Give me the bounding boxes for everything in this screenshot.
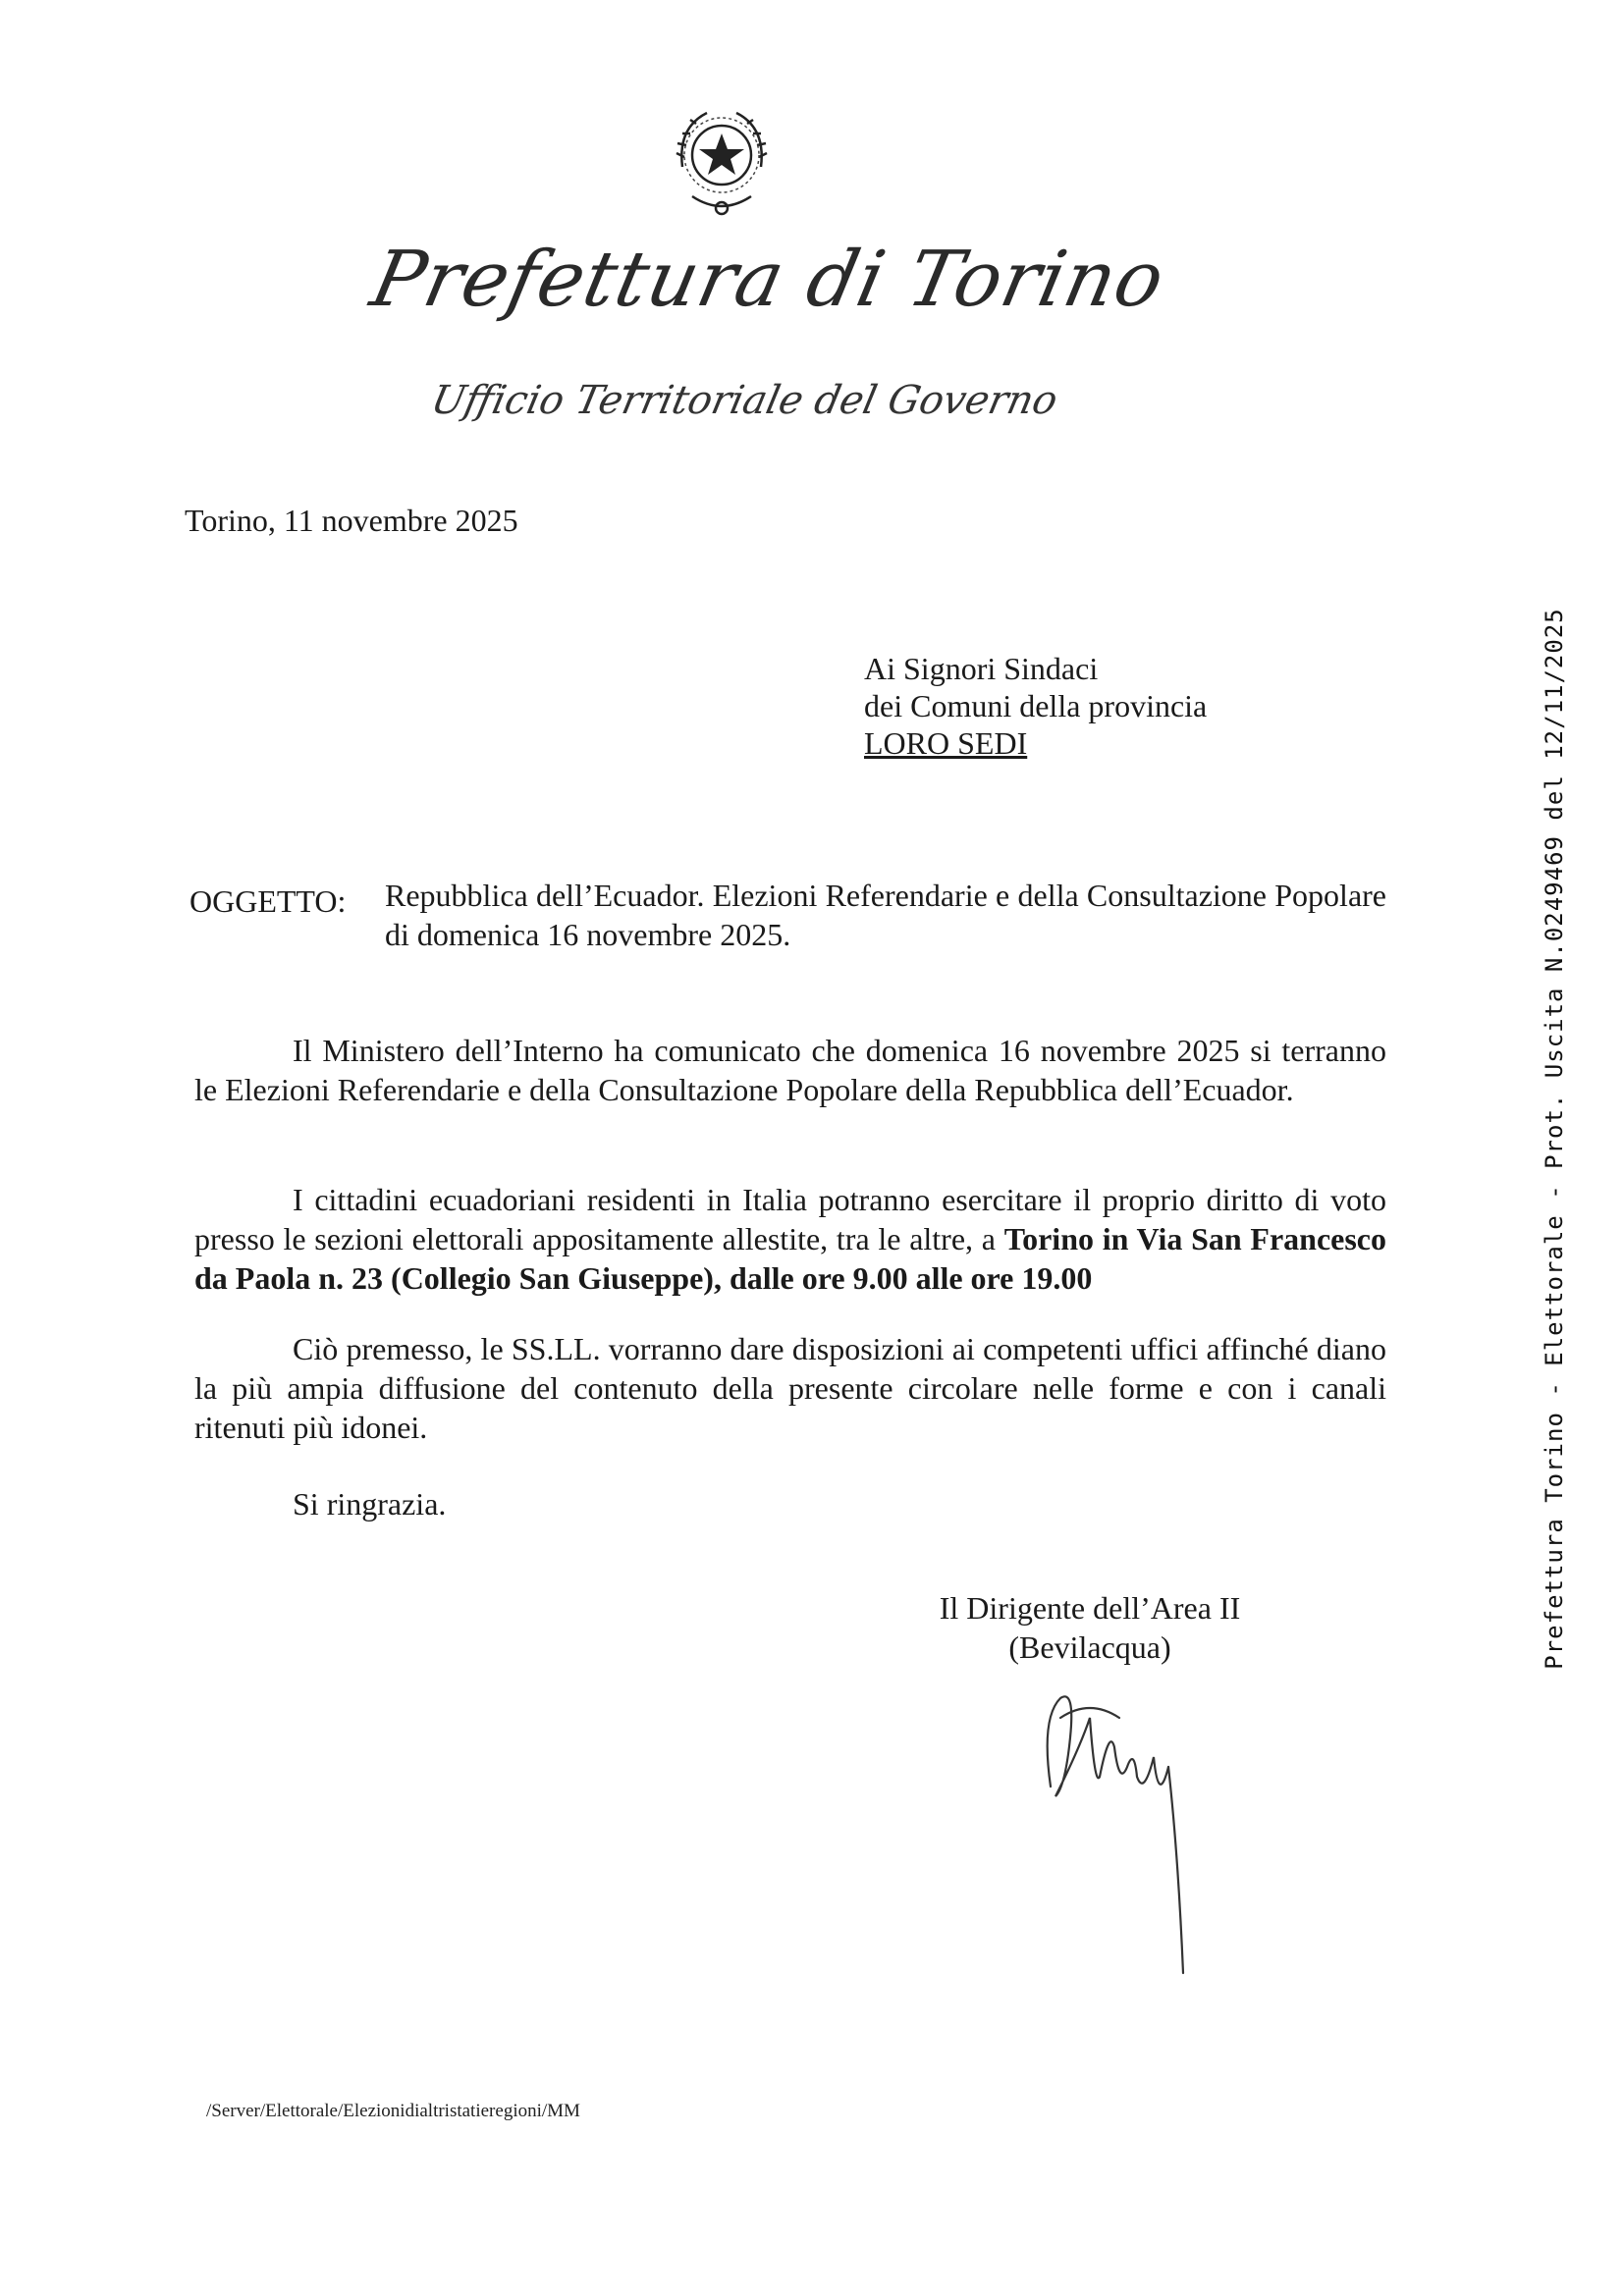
signer-block: [923, 1588, 1257, 1667]
recipient-line-1: Ai Signori Sindaci: [864, 651, 1099, 686]
handwritten-signature: [1021, 1659, 1217, 1993]
signer-name: (Bevilacqua): [1008, 1629, 1171, 1665]
polling-location: Torino in Via San Francesco da Paola n. 23 (Collegio San Giuseppe), dalle ore 9.00 alle ore 19.00: [194, 1221, 1387, 1296]
recipient-block: [864, 650, 1207, 762]
letterhead-title: Prefettura di Torino: [363, 236, 1173, 324]
date-line: Torino, 11 novembre 2025: [185, 503, 518, 538]
recipient-line-2: dei Comuni della provincia: [864, 688, 1208, 723]
protocol-stamp: Prefettura Torino - Elettorale - Prot. Uscita N.0249469 del 12/11/2025: [1541, 608, 1568, 1670]
signer-role: Il Dirigente dell’Area II: [939, 1590, 1241, 1626]
letterhead-subtitle: Ufficio Territoriale del Governo: [427, 378, 1062, 423]
subject-label: OGGETTO:: [189, 883, 347, 919]
subject-text: Repubblica dell’Ecuador. Elezioni Referendarie e della Consultazione Popolare di domenica 16 novembre 2025.: [385, 878, 1386, 952]
italian-republic-emblem-icon: [663, 98, 781, 226]
closing-thanks: Si ringrazia.: [293, 1486, 447, 1522]
body-paragraph-1: Il Ministero dell’Interno ha comunicato che domenica 16 novembre 2025 si terranno le Elezioni Referendarie e della Consultazione Popolare della Repubblica dell’Ecuador.: [194, 1033, 1386, 1107]
body-paragraph-2: [194, 1180, 1386, 1298]
body-paragraph-3: Ciò premesso, le SS.LL. vorranno dare disposizioni ai competenti uffici affinché diano la più ampia diffusione del contenuto della presente circolare nelle forme e con i canali ritenuti più idonei.: [194, 1331, 1386, 1445]
footer-file-path: /Server/Elettorale/Elezionidialtristatieregioni/MM: [206, 2101, 580, 2121]
recipient-line-3: LORO SEDI: [864, 725, 1028, 761]
body-paragraph-2-text: I cittadini ecuadoriani residenti in Italia potranno esercitare il proprio diritto di voto presso le sezioni elettorali appositamente allestite, tra le altre, a: [194, 1182, 1386, 1256]
